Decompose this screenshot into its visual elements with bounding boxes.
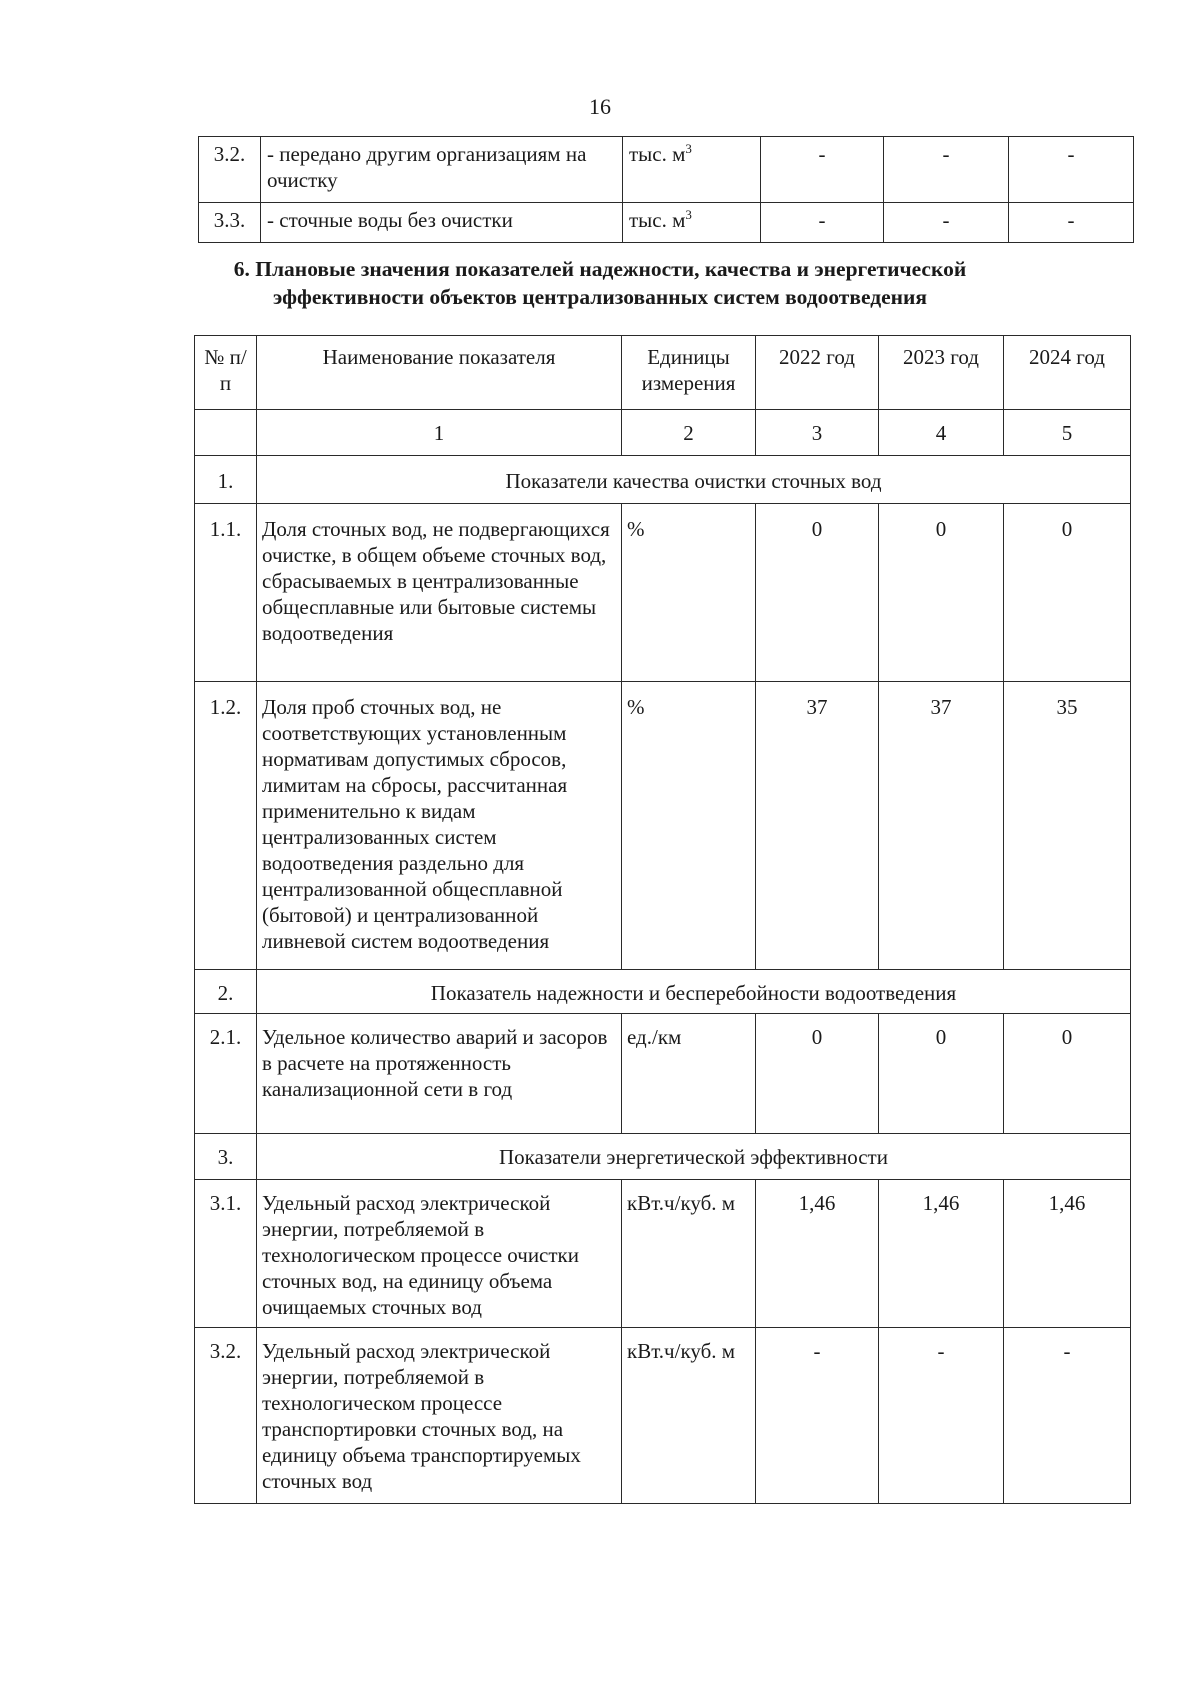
value-2024: - xyxy=(1009,137,1134,203)
unit-superscript: 3 xyxy=(685,207,692,222)
row-number: 1.2. xyxy=(195,682,257,970)
row-number: 2.1. xyxy=(195,1014,257,1134)
unit-superscript: 3 xyxy=(685,141,692,156)
section-row xyxy=(195,456,1131,504)
unit-cell xyxy=(623,137,761,203)
continued-table xyxy=(198,136,1134,243)
indicator-name: Удельный расход электрической энергии, потребляемой в технологическом процессе транспортировки сточных вод, на единицу объема транспортируемых сточных вод xyxy=(257,1328,622,1504)
header-2022: 2022 год xyxy=(756,336,879,410)
table-row xyxy=(199,203,1134,243)
section-title xyxy=(0,255,1200,311)
section-row xyxy=(195,1134,1131,1180)
value-2022: 1,46 xyxy=(756,1180,879,1328)
value-2024: 0 xyxy=(1004,1014,1131,1134)
value-2024: 35 xyxy=(1004,682,1131,970)
indicator-name: Доля проб сточных вод, не соответствующих установленным нормативам допустимых сбросов, лимитам на сбросы, рассчитанная применительно к видам централизованных систем водоотведения раздельно для централизованной общесплавной (бытовой) и централизованной ливневой систем водоотведения xyxy=(257,682,622,970)
indicator-name: Удельное количество аварий и засоров в расчете на протяженность канализационной сети в год xyxy=(257,1014,622,1134)
section-number: 3. xyxy=(195,1134,257,1180)
row-number: 3.2. xyxy=(195,1328,257,1504)
col-number: 5 xyxy=(1004,410,1131,456)
unit-cell: % xyxy=(622,504,756,682)
value-2022: - xyxy=(761,203,884,243)
value-2023: - xyxy=(879,1328,1004,1504)
section-label: Показатель надежности и бесперебойности водоотведения xyxy=(257,970,1131,1014)
indicator-name: Доля сточных вод, не подвергающихся очистке, в общем объеме сточных вод, сбрасываемых в централизованные общесплавные или бытовые системы водоотведения xyxy=(257,504,622,682)
header-unit: Единицы измерения xyxy=(622,336,756,410)
table-row xyxy=(195,1014,1131,1134)
section-number: 1. xyxy=(195,456,257,504)
empty-cell xyxy=(195,410,257,456)
value-2024: - xyxy=(1004,1328,1131,1504)
header-2023: 2023 год xyxy=(879,336,1004,410)
header-num: № п/п xyxy=(195,336,257,410)
value-2023: - xyxy=(884,137,1009,203)
row-number: 1.1. xyxy=(195,504,257,682)
value-2023: - xyxy=(884,203,1009,243)
col-number: 1 xyxy=(257,410,622,456)
col-number: 4 xyxy=(879,410,1004,456)
value-2022: - xyxy=(756,1328,879,1504)
unit-cell: кВт.ч/куб. м xyxy=(622,1180,756,1328)
col-number: 2 xyxy=(622,410,756,456)
value-2024: 0 xyxy=(1004,504,1131,682)
col-number: 3 xyxy=(756,410,879,456)
section-row xyxy=(195,970,1131,1014)
value-2022: 0 xyxy=(756,1014,879,1134)
indicators-table xyxy=(194,335,1131,1504)
section-title-line-2: эффективности объектов централизованных систем водоотведения xyxy=(272,285,928,309)
section-number: 2. xyxy=(195,970,257,1014)
section-title-line-1: 6. Плановые значения показателей надежности, качества и энергетической xyxy=(233,257,967,281)
row-number: 3.3. xyxy=(199,203,261,243)
indicator-name: - сточные воды без очистки xyxy=(261,203,623,243)
value-2022: - xyxy=(761,137,884,203)
value-2023: 0 xyxy=(879,504,1004,682)
header-row xyxy=(195,336,1131,410)
page-number: 16 xyxy=(589,94,611,119)
value-2023: 1,46 xyxy=(879,1180,1004,1328)
row-number: 3.1. xyxy=(195,1180,257,1328)
unit-text: тыс. м xyxy=(629,142,686,166)
row-number: 3.2. xyxy=(199,137,261,203)
value-2022: 37 xyxy=(756,682,879,970)
unit-cell xyxy=(623,203,761,243)
value-2023: 37 xyxy=(879,682,1004,970)
table-row xyxy=(195,682,1131,970)
indicator-name: - передано другим организациям на очистку xyxy=(261,137,623,203)
value-2022: 0 xyxy=(756,504,879,682)
value-2023: 0 xyxy=(879,1014,1004,1134)
unit-cell: кВт.ч/куб. м xyxy=(622,1328,756,1504)
unit-cell: % xyxy=(622,682,756,970)
section-label: Показатели энергетической эффективности xyxy=(257,1134,1131,1180)
unit-cell: ед./км xyxy=(622,1014,756,1134)
header-name: Наименование показателя xyxy=(257,336,622,410)
header-2024: 2024 год xyxy=(1004,336,1131,410)
value-2024: 1,46 xyxy=(1004,1180,1131,1328)
indicator-name: Удельный расход электрической энергии, потребляемой в технологическом процессе очистки сточных вод, на единицу объема очищаемых сточных вод xyxy=(257,1180,622,1328)
column-numbers-row xyxy=(195,410,1131,456)
value-2024: - xyxy=(1009,203,1134,243)
unit-text: тыс. м xyxy=(629,208,686,232)
table-row xyxy=(195,1328,1131,1504)
table-row xyxy=(195,1180,1131,1328)
section-label: Показатели качества очистки сточных вод xyxy=(257,456,1131,504)
table-row xyxy=(195,504,1131,682)
table-row xyxy=(199,137,1134,203)
